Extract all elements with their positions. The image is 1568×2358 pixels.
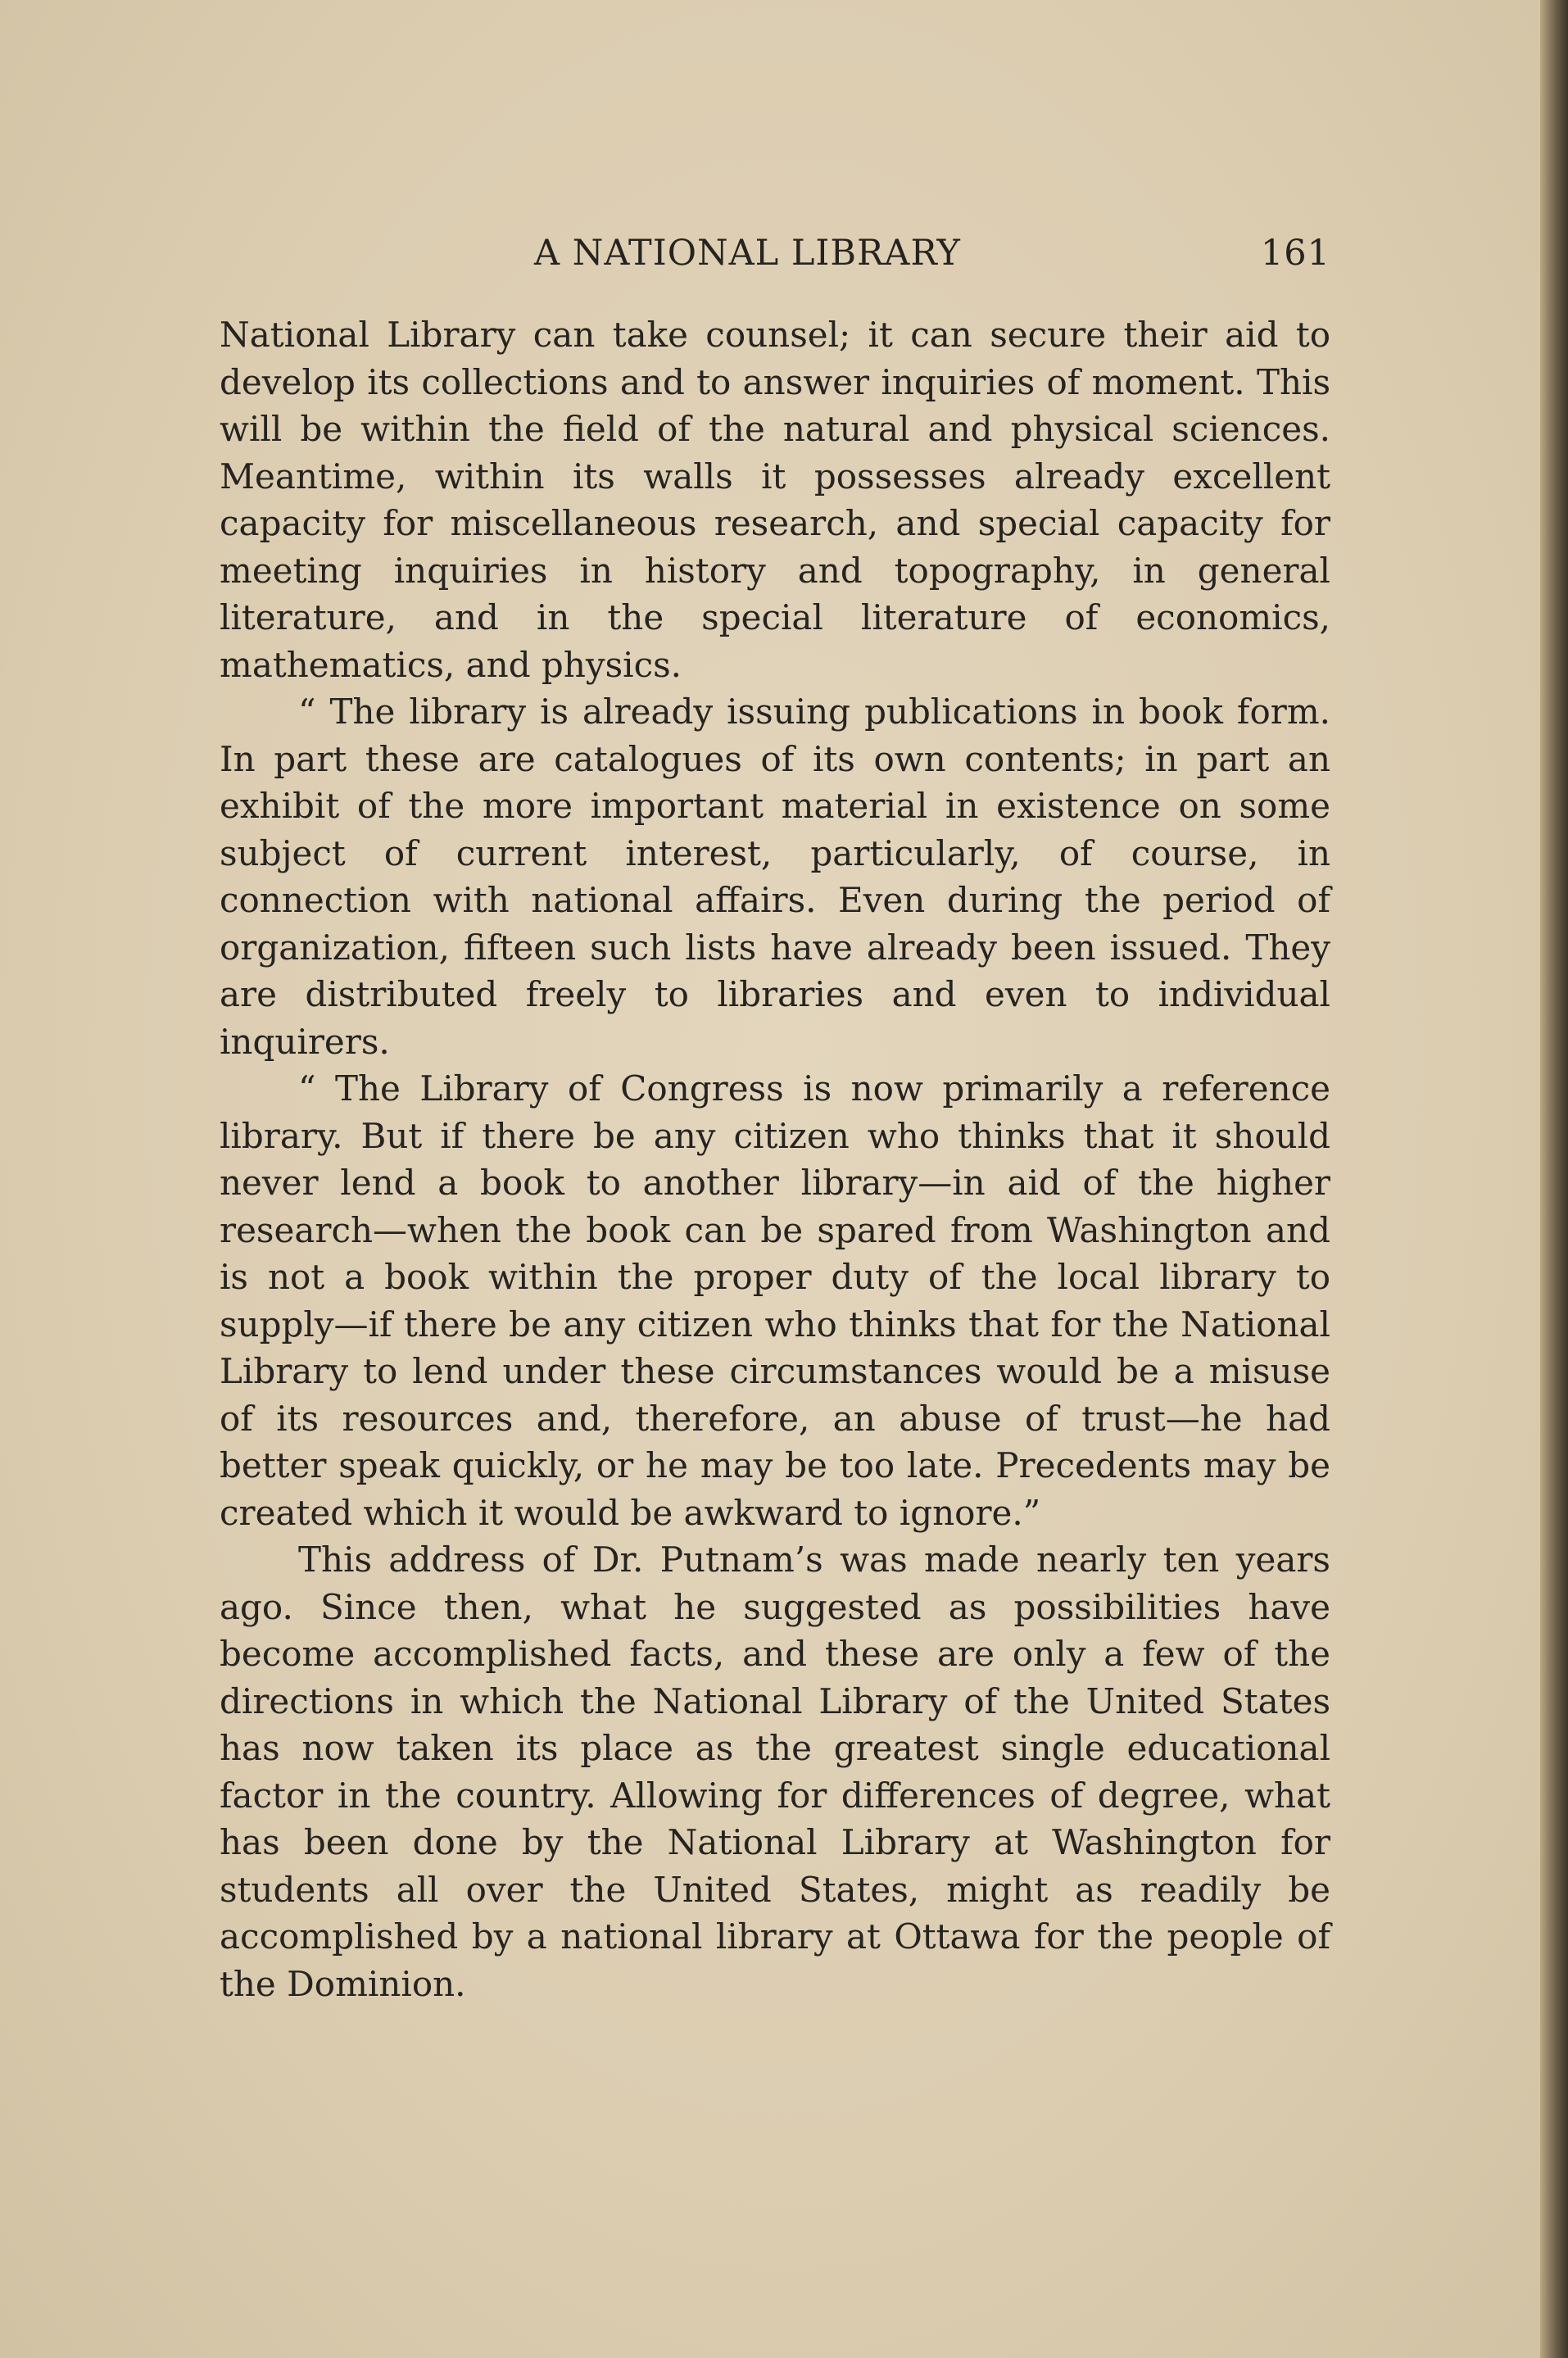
paragraph-continuation: National Library can take counsel; it can secure their aid to develop its collections and to answer inquiries of moment. This will be within the field of the natural and physical sciences. Meantime, within its walls it possesses already excellent capacity for miscellaneous research, and special capacity for meeting inquiries in history and topography, in general literature, and in the special literature of economics, mathematics, and physics. <box>220 315 1330 685</box>
running-head-title: A NATIONAL LIBRARY <box>534 233 961 274</box>
paragraph-putnam-address: This address of Dr. Putnam’s was made nearly ten years ago. Since then, what he suggested as possibilities have become accomplished facts, and these are only a few of the directions in which the National Library of the United States has now taken its place as the greatest single educational factor in the country. Allowing for differences of degree, what has been done by the National Library at Washington for students all over the United States, might as readily be accomplished by a national library at Ottawa for the people of the Dominion. <box>220 1540 1330 2004</box>
text-block <box>220 221 1330 2007</box>
page-edge-shadow <box>1540 0 1568 2358</box>
running-head <box>220 221 1330 279</box>
paragraph-reference-library: “ The Library of Congress is now primarily a reference library. But if there be any citizen who thinks that it should never lend a book to another library—in aid of the higher research—when the book can be spared from Washington and is not a book within the proper duty of the local library to supply—if there be any citizen who thinks that for the National Library to lend under these circumstances would be a misuse of its resources and, therefore, an abuse of trust—he had better speak quickly, or he may be too late. Precedents may be created which it would be awkward to ignore.” <box>220 1068 1330 1533</box>
body-text <box>220 311 1330 2007</box>
paragraph-publications: “ The library is already issuing publications in book form. In part these are catalogues of its own contents; in part an exhibit of the more important material in existence on some subject of current interest, particularly, of course, in connection with national affairs. Even during the period of organization, fifteen such lists have already been issued. They are distributed freely to libraries and even to individual inquirers. <box>220 692 1330 1062</box>
page-number: 161 <box>1260 233 1330 274</box>
